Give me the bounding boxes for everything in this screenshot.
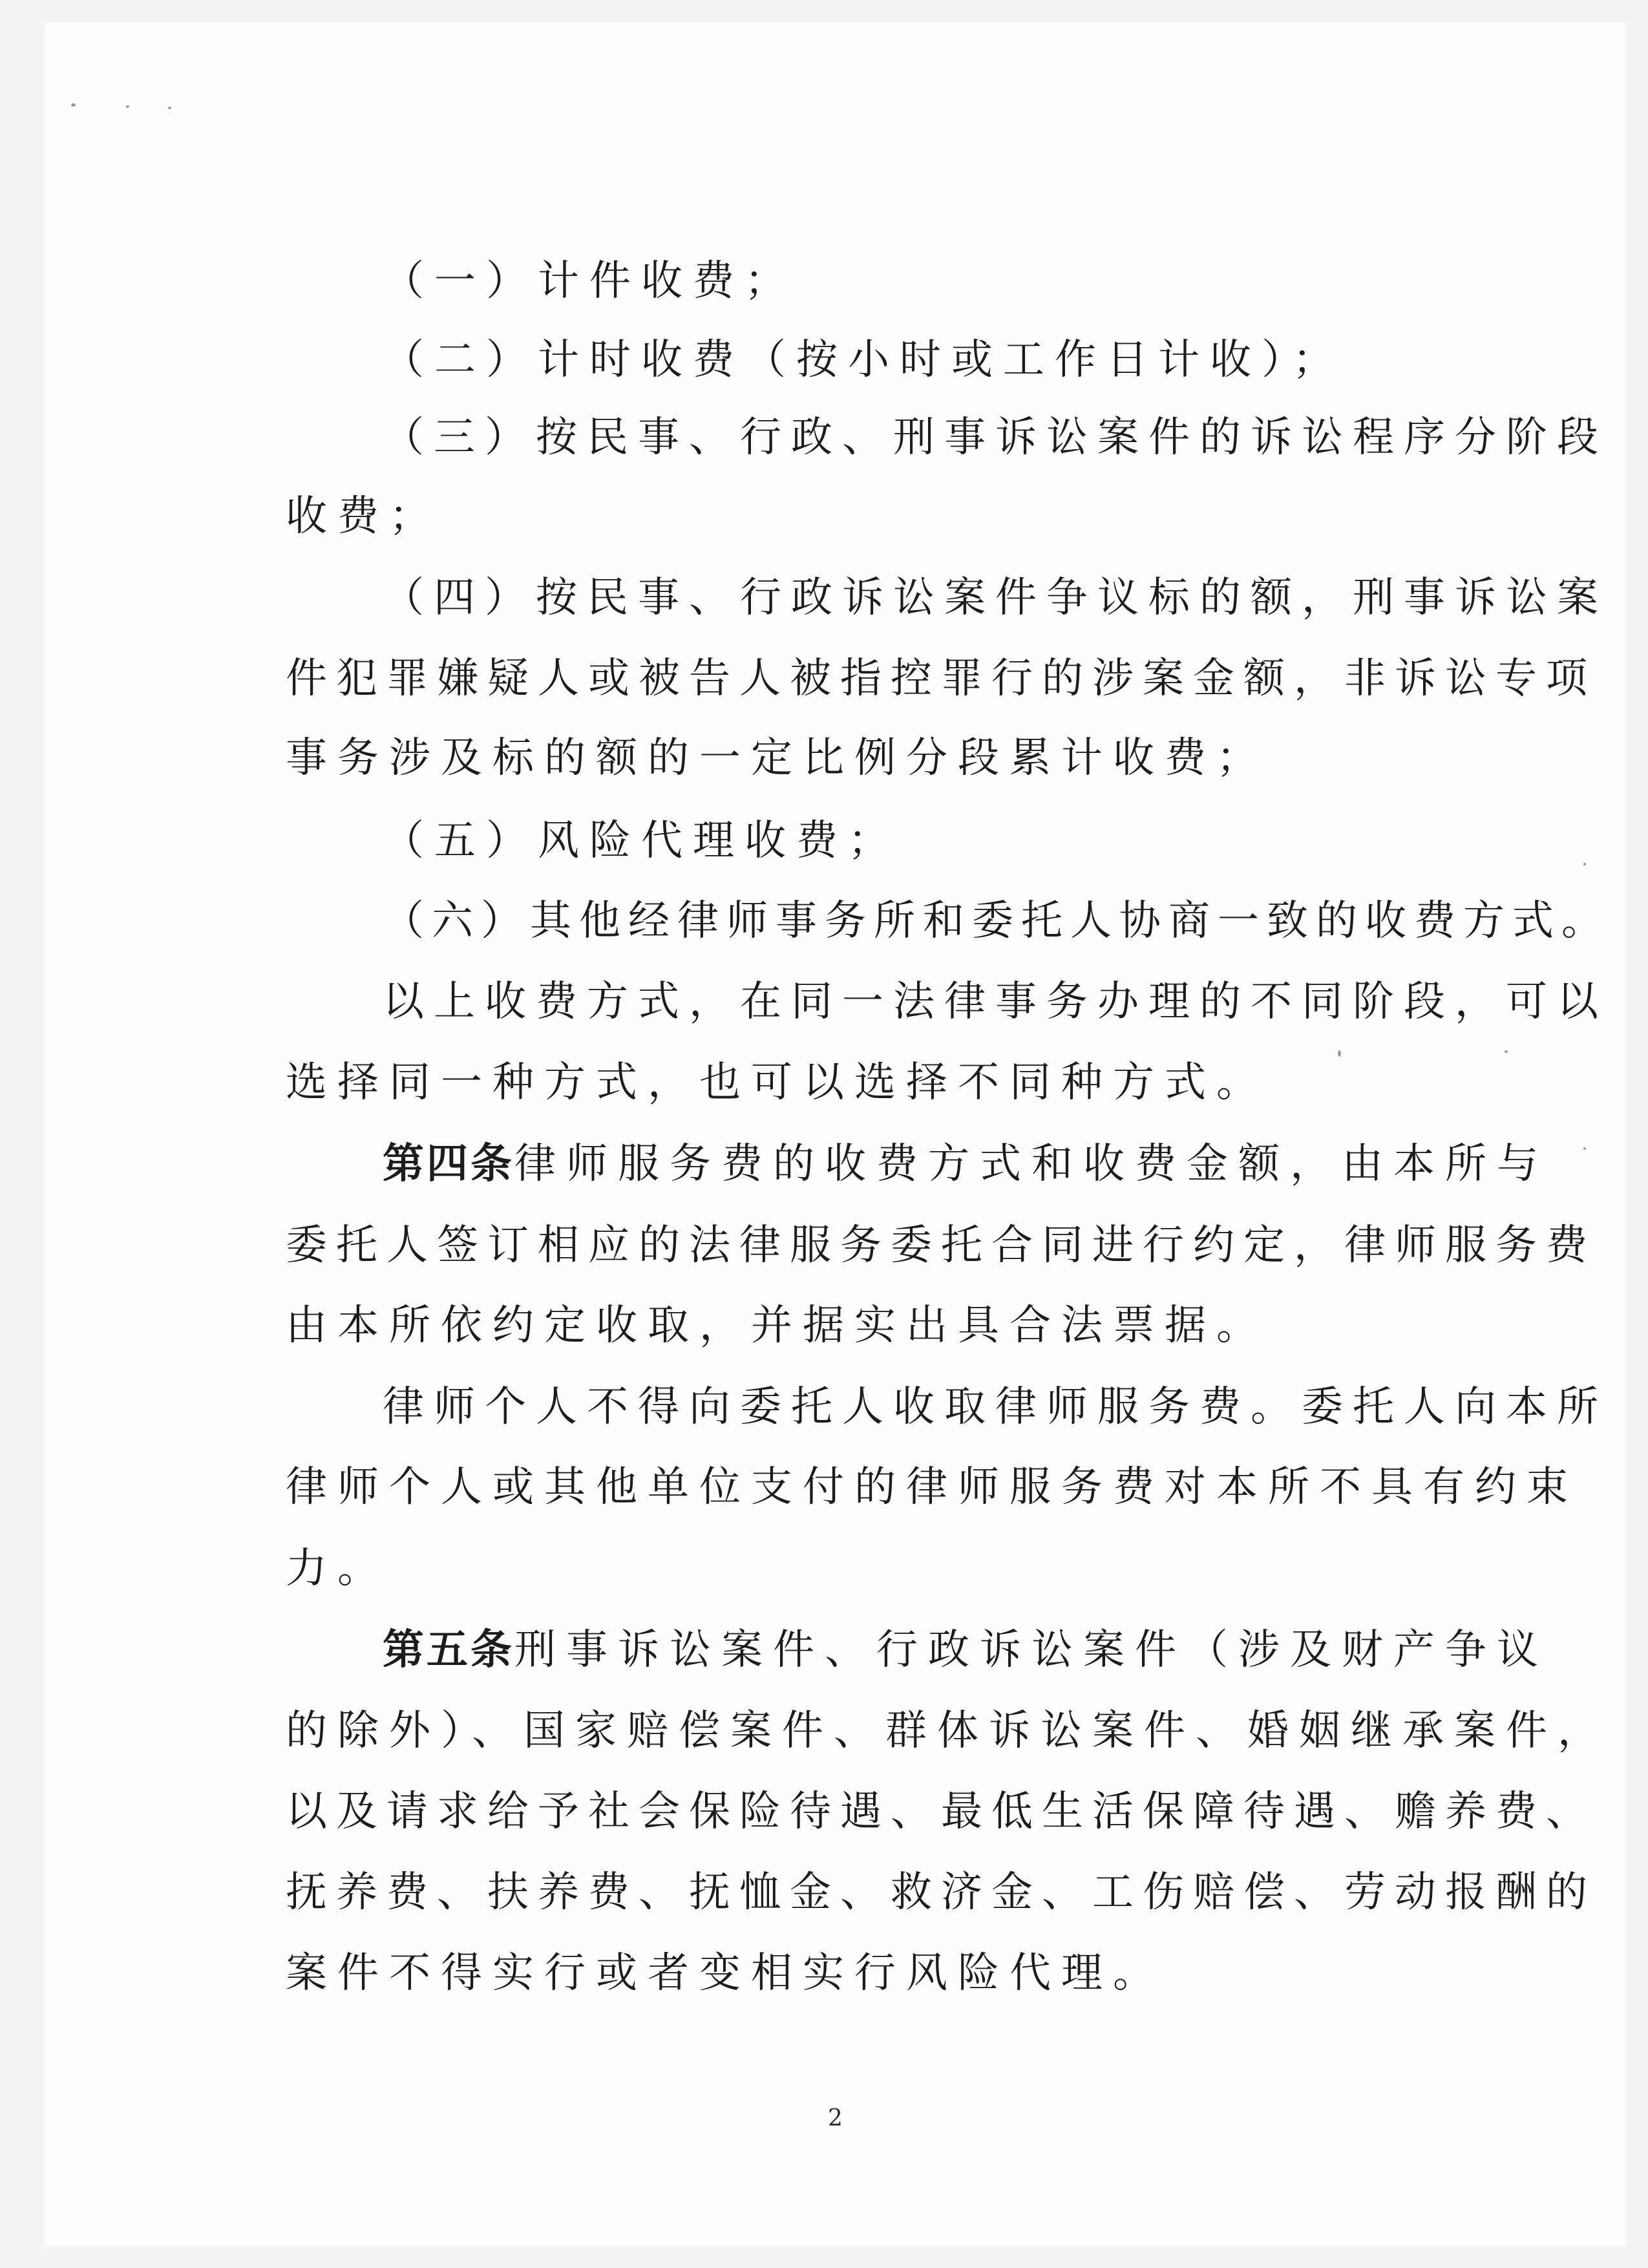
text-line-17: 力。 xyxy=(286,1545,389,1593)
text-line-8: （五）风险代理收费； xyxy=(383,817,900,865)
text-line-21: 抚养费、扶养费、抚恤金、救济金、工伤赔偿、劳动报酬的 xyxy=(286,1869,1596,1916)
scan-speck xyxy=(126,105,129,108)
scan-speck xyxy=(1583,863,1586,865)
text-line-5: （四）按民事、行政诉讼案件争议标的额，刑事诉讼案 xyxy=(383,574,1608,622)
article-4-line xyxy=(45,1138,1625,1190)
article-4-text: 律师服务费的收费方式和收费金额，由本所与 xyxy=(514,1140,1548,1188)
document-body xyxy=(45,23,1625,2246)
text-line-19: 的除外）、国家赔偿案件、群体诉讼案件、婚姻继承案件， xyxy=(286,1707,1609,1755)
document-page xyxy=(45,23,1625,2246)
article-5-text: 刑事诉讼案件、行政诉讼案件（涉及财产争议 xyxy=(514,1626,1548,1674)
text-line-15: 律师个人不得向委托人收取律师服务费。委托人向本所 xyxy=(383,1383,1608,1431)
text-line-20: 以及请求给予社会保险待遇、最低生活保障待遇、赡养费、 xyxy=(286,1788,1596,1836)
text-line-14: 由本所依约定收取，并据实出具合法票据。 xyxy=(286,1302,1268,1350)
page-number: 2 xyxy=(828,2105,843,2132)
text-line-22: 案件不得实行或者变相实行风险代理。 xyxy=(286,1949,1165,1997)
text-line-4: 收费； xyxy=(286,493,441,540)
text-line-10: 以上收费方式，在同一法律事务办理的不同阶段，可以 xyxy=(383,978,1608,1026)
text-line-11: 选择同一种方式，也可以选择不同种方式。 xyxy=(286,1059,1268,1107)
text-line-2: （二）计时收费（按小时或工作日计收）； xyxy=(383,336,1344,384)
scan-speck xyxy=(71,103,76,107)
article-4-label: 第四条 xyxy=(383,1140,514,1188)
scan-speck xyxy=(1505,1050,1508,1053)
text-line-9: （六）其他经律师事务所和委托人协商一致的收费方式。 xyxy=(383,897,1611,945)
scan-speck xyxy=(1338,1050,1341,1057)
text-line-1: （一）计件收费； xyxy=(383,257,796,305)
scan-speck xyxy=(1583,1147,1586,1150)
text-line-16: 律师个人或其他单位支付的律师服务费对本所不具有约束 xyxy=(286,1463,1578,1511)
article-5-line xyxy=(45,1624,1625,1676)
scan-speck xyxy=(168,107,171,109)
text-line-7: 事务涉及标的额的一定比例分段累计收费； xyxy=(286,734,1268,782)
text-line-13: 委托人签订相应的法律服务委托合同进行约定，律师服务费 xyxy=(286,1222,1596,1269)
text-line-3: （三）按民事、行政、刑事诉讼案件的诉讼程序分阶段 xyxy=(383,414,1608,461)
text-line-6: 件犯罪嫌疑人或被告人被指控罪行的涉案金额，非诉讼专项 xyxy=(286,655,1596,703)
article-5-label: 第五条 xyxy=(383,1626,514,1674)
